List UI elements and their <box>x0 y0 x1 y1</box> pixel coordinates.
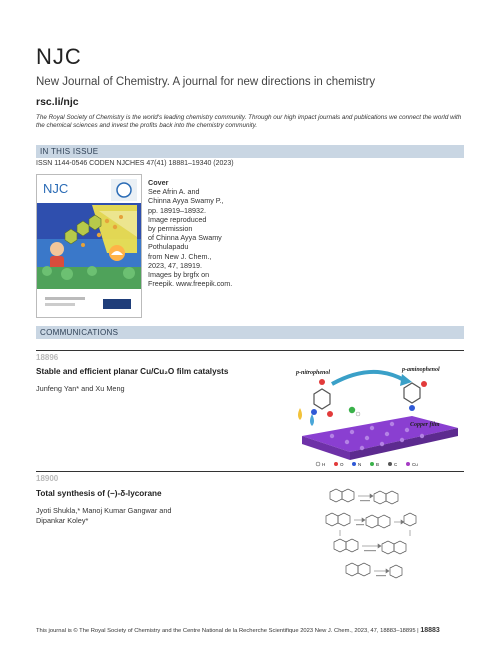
author-line: Dipankar Koley* <box>36 516 89 525</box>
article-divider <box>36 350 464 351</box>
cover-citation[interactable]: 2023, 47, 18919. <box>148 260 202 270</box>
toc-graphic-synthesis[interactable] <box>316 486 432 584</box>
label-p-nitrophenol: p-nitrophenol <box>296 370 331 376</box>
legend-h: H <box>322 462 326 467</box>
article-authors: Junfeng Yan* and Xu Meng <box>36 384 125 393</box>
cover-line: of Chinna Ayya Swamy <box>148 233 222 243</box>
article-page-number[interactable]: 18896 <box>36 353 59 362</box>
article-divider <box>36 471 464 472</box>
cover-credit: Images by brgfx on <box>148 270 210 280</box>
cover-line: Chinna Ayya Swamy P., <box>148 196 224 206</box>
cover-line: Image reproduced <box>148 214 207 224</box>
synthesis-scheme <box>316 486 432 584</box>
article-authors <box>36 506 171 526</box>
legend-b: B <box>376 462 380 467</box>
communications-band: COMMUNICATIONS <box>36 326 464 339</box>
footer-text: This journal is © The Royal Society of Chemistry and the Centre National de la Recherche Scientifique 2023 New J. Chem., 2023, 47, 18883–18895 | <box>36 628 419 634</box>
cover-logo: NJC <box>43 181 69 196</box>
article-page-number[interactable]: 18900 <box>36 474 59 483</box>
cover-line: See Afrin A. and <box>148 187 200 197</box>
cover-line: by permission <box>148 224 193 234</box>
article-title[interactable]: Stable and efficient planar Cu/Cu₂O film catalysts <box>36 367 229 376</box>
catalyst-diagram <box>292 364 462 468</box>
cover-details <box>148 178 258 288</box>
legend-n: N <box>358 462 362 467</box>
journal-url[interactable]: rsc.li/njc <box>36 96 79 108</box>
legend-cu: Cu <box>412 462 418 467</box>
issn-line: ISSN 1144-0546 CODEN NJCHES 47(41) 18881–19340 (2023) <box>36 160 234 167</box>
in-this-issue-band: IN THIS ISSUE <box>36 145 464 158</box>
society-blurb: The Royal Society of Chemistry is the world's leading chemistry community. Through our high impact journals and publications we connect the world with the chemical sciences and invest the profits back into the chemistry community. <box>36 114 462 129</box>
article-title[interactable]: Total synthesis of (−)-δ-lycorane <box>36 489 162 498</box>
cover-line: pp. 18919–18932. <box>148 205 206 215</box>
cover-journal-ref: from New J. Chem., <box>148 251 212 261</box>
journal-subtitle: New Journal of Chemistry. A journal for new directions in chemistry <box>36 76 376 88</box>
footer-page-number: 18883 <box>420 627 440 634</box>
author-line: Jyoti Shukla,* Manoj Kumar Gangwar and <box>36 506 172 515</box>
cover-image[interactable] <box>36 174 142 318</box>
legend-o: O <box>340 462 344 467</box>
page-footer <box>36 627 464 634</box>
toc-graphic-catalyst[interactable] <box>292 364 462 468</box>
legend-c: C <box>394 462 398 467</box>
cover-credit: Freepik. www.freepik.com. <box>148 279 233 289</box>
cover-line: Pothulapadu <box>148 242 189 252</box>
cover-heading: Cover <box>148 178 169 187</box>
journal-title: NJC <box>36 44 82 69</box>
label-copper-film: Copper film <box>410 422 440 428</box>
label-p-aminophenol: p-aminophenol <box>402 367 440 373</box>
cover-illustration <box>37 175 141 317</box>
